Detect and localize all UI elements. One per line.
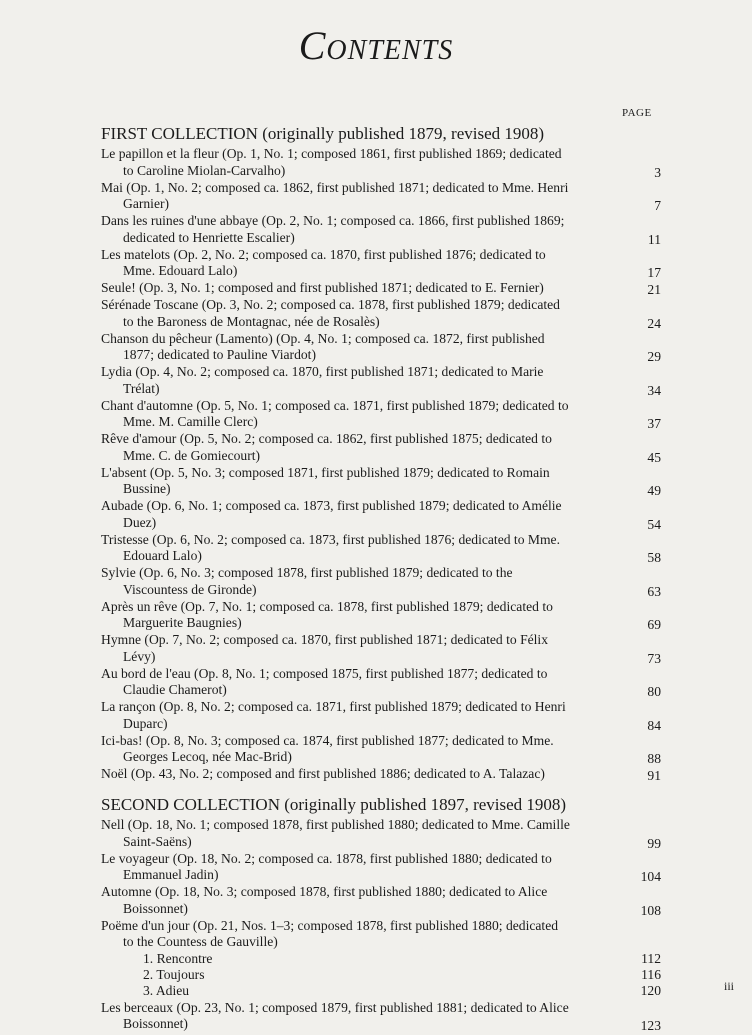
section-spacer	[101, 783, 661, 795]
toc-entry	[101, 599, 661, 632]
toc-entry-page-number: 34	[647, 382, 661, 398]
toc-entry-text	[101, 884, 594, 917]
toc-entry	[101, 247, 661, 280]
toc-entry-text	[101, 918, 594, 951]
toc-entry-page-number: 21	[647, 282, 661, 297]
toc-entry	[101, 431, 661, 464]
toc-entry	[101, 666, 661, 699]
toc-entry	[101, 884, 661, 917]
toc-entry-title: Rêve d'amour (Op. 5, No. 2; composed ca. 1862, first published 1875; dedicated to	[101, 431, 552, 446]
toc-entry-text	[101, 565, 594, 598]
toc-entry	[101, 364, 661, 397]
toc-entry-continuation: dedicated to Henriette Escalier)	[123, 229, 295, 245]
toc-entry	[101, 180, 661, 213]
toc-entry-page-number: 84	[647, 717, 661, 733]
toc-entry-text	[101, 180, 594, 213]
toc-entry	[101, 733, 661, 766]
toc-entry-continuation: Georges Lecoq, née Mac-Brid)	[123, 749, 292, 764]
toc-entry-page-number: 11	[647, 231, 661, 247]
toc-entry-text	[101, 817, 594, 850]
toc-entry-continuation: Lévy)	[123, 648, 156, 664]
toc-entry-title: Poëme d'un jour (Op. 21, Nos. 1–3; composed 1878, first published 1880; dedicated	[101, 917, 559, 933]
toc-entry-title: Les matelots (Op. 2, No. 2; composed ca. 1870, first published 1876; dedicated to	[101, 246, 546, 262]
toc-entry	[101, 331, 661, 364]
toc-entry-page-number: 104	[640, 869, 661, 884]
section-heading: SECOND COLLECTION (originally published 1897, revised 1908)	[101, 795, 567, 814]
toc-entry-title: Aubade (Op. 6, No. 1; composed ca. 1873, first published 1879; dedicated to Amélie	[101, 498, 562, 513]
toc-entry-title: Automne (Op. 18, No. 3; composed 1878, first published 1880; dedicated to Alice	[101, 884, 548, 899]
toc-subitem	[101, 983, 661, 999]
toc-entry-continuation: Boissonnet)	[123, 1016, 188, 1032]
page-column-label: PAGE	[622, 107, 652, 119]
toc-entry-text	[101, 331, 594, 364]
toc-entry-text	[101, 297, 594, 330]
toc-entry-page-number: 99	[647, 835, 661, 851]
toc-entry	[101, 918, 661, 951]
toc-entry-text	[101, 699, 594, 732]
toc-entry-text	[101, 247, 594, 280]
toc-entry-title: Mai (Op. 1, No. 2; composed ca. 1862, first published 1871; dedicated to Mme. Henri	[101, 179, 569, 195]
toc-entry-title: Au bord de l'eau (Op. 8, No. 1; composed 1875, first published 1877; dedicated to	[101, 665, 548, 681]
toc-entry-continuation: Edouard Lalo)	[123, 548, 202, 563]
toc-entry-continuation: Trélat)	[123, 380, 160, 396]
toc-entry-title: Après un rêve (Op. 7, No. 1; composed ca. 1878, first published 1879; dedicated to	[101, 598, 553, 614]
toc-entry-text	[101, 632, 594, 665]
toc-entry-title: Tristesse (Op. 6, No. 2; composed ca. 1873, first published 1876; dedicated to Mme.	[101, 531, 560, 547]
toc-entry-page-number: 7	[654, 198, 661, 213]
toc-subitem	[101, 967, 661, 983]
toc-entry-continuation: Saint-Saëns)	[123, 833, 192, 849]
toc-entry-page-number: 108	[640, 902, 661, 918]
toc-entry-page-number: 123	[640, 1018, 661, 1034]
toc-entry-page-number: 3	[654, 164, 661, 180]
toc-entry-title: Noël (Op. 43, No. 2; composed and first published 1886; dedicated to A. Talazac)	[101, 766, 545, 781]
toc-entry-page-number: 54	[647, 516, 661, 532]
toc-entry	[101, 565, 661, 598]
toc-subitem	[101, 951, 661, 967]
toc-entry	[101, 297, 661, 330]
toc-entry-page-number: 17	[647, 265, 661, 280]
toc-entry-title: Lydia (Op. 4, No. 2; composed ca. 1870, first published 1871; dedicated to Marie	[101, 364, 544, 379]
toc-entry-continuation: Duparc)	[123, 715, 168, 731]
toc-entry-text	[101, 398, 594, 431]
toc-entry	[101, 213, 661, 246]
toc-entry-text	[101, 364, 594, 397]
toc-entry	[101, 498, 661, 531]
toc-entry-title: Dans les ruines d'une abbaye (Op. 2, No. 1; composed ca. 1866, first published 1869;	[101, 213, 565, 228]
toc-entry-text	[101, 146, 594, 179]
toc-entry-title: Nell (Op. 18, No. 1; composed 1878, first published 1880; dedicated to Mme. Camille	[101, 817, 570, 832]
toc-entry-page-number: 49	[647, 483, 661, 498]
toc-entry	[101, 851, 661, 884]
toc-entry-page-number: 45	[647, 449, 661, 465]
toc-subitem-page-number: 116	[641, 967, 661, 983]
toc-entry	[101, 1000, 661, 1033]
toc-entry	[101, 699, 661, 732]
table-of-contents	[101, 124, 661, 1033]
toc-entry-continuation: to Caroline Miolan-Carvalho)	[123, 162, 286, 178]
toc-entry-title: Chanson du pêcheur (Lamento) (Op. 4, No. 1; composed ca. 1872, first published	[101, 330, 545, 346]
toc-entry-continuation: Mme. Edouard Lalo)	[123, 263, 238, 278]
toc-subitem-title: 2. Toujours	[143, 967, 205, 983]
toc-entry-page-number: 58	[647, 550, 661, 565]
toc-entry-continuation: Mme. M. Camille Clerc)	[123, 414, 258, 429]
toc-entry	[101, 398, 661, 431]
toc-entry-page-number: 37	[647, 416, 661, 431]
toc-entry-continuation: Marguerite Baugnies)	[123, 615, 242, 630]
toc-entry-page-number: 73	[647, 650, 661, 666]
toc-subitem-page-number: 112	[641, 951, 661, 966]
toc-entry	[101, 465, 661, 498]
toc-entry-text	[101, 599, 594, 632]
folio-number: iii	[723, 979, 734, 993]
toc-entry-title: Sérénade Toscane (Op. 3, No. 2; composed ca. 1878, first published 1879; dedicated	[101, 297, 560, 312]
toc-entry-title: Seule! (Op. 3, No. 1; composed and first published 1871; dedicated to E. Fernier)	[101, 280, 544, 295]
toc-entry-text	[101, 1000, 594, 1033]
toc-entry-page-number: 63	[647, 583, 661, 599]
toc-entry-text	[101, 851, 594, 884]
section-heading: FIRST COLLECTION (originally published 1879, revised 1908)	[101, 124, 545, 143]
toc-entry-continuation: Mme. C. de Gomiecourt)	[123, 447, 261, 463]
toc-entry-text	[101, 465, 594, 498]
toc-entry-continuation: to the Baroness de Montagnac, née de Rosalès)	[123, 313, 380, 329]
toc-entry-text	[101, 532, 594, 565]
toc-entry-continuation: 1877; dedicated to Pauline Viardot)	[123, 347, 316, 362]
toc-entry-page-number: 29	[647, 349, 661, 364]
toc-entry	[101, 632, 661, 665]
toc-entry-title: La rançon (Op. 8, No. 2; composed ca. 1871, first published 1879; dedicated to Henri	[101, 699, 566, 714]
toc-entry-continuation: Emmanuel Jadin)	[123, 867, 219, 882]
toc-subitem-title: 3. Adieu	[143, 983, 190, 999]
toc-entry-title: Les berceaux (Op. 23, No. 1; composed 1879, first published 1881; dedicated to Alice	[101, 999, 569, 1015]
toc-entry	[101, 280, 661, 297]
toc-entry-continuation: Viscountess de Gironde)	[123, 581, 257, 597]
toc-entry-page-number: 69	[647, 617, 661, 632]
toc-entry-text	[101, 733, 594, 766]
toc-entry-continuation: to the Countess de Gauville)	[123, 934, 278, 949]
toc-entry-title: Le voyageur (Op. 18, No. 2; composed ca. 1878, first published 1880; dedicated to	[101, 850, 552, 866]
toc-entry	[101, 146, 661, 179]
toc-entry-text	[101, 766, 594, 783]
toc-entry-continuation: Boissonnet)	[123, 900, 188, 916]
toc-entry-page-number: 80	[647, 684, 661, 699]
toc-entry	[101, 766, 661, 783]
toc-subitem-title: 1. Rencontre	[143, 951, 213, 966]
toc-entry-continuation: Bussine)	[123, 481, 171, 496]
toc-entry-text	[101, 213, 594, 246]
toc-entry-text	[101, 498, 594, 531]
toc-entry-text	[101, 666, 594, 699]
toc-entry-page-number: 24	[647, 315, 661, 331]
toc-entry-title: Ici-bas! (Op. 8, No. 3; composed ca. 1874, first published 1877; dedicated to Mme.	[101, 732, 554, 748]
toc-entry	[101, 817, 661, 850]
toc-entry-title: Le papillon et la fleur (Op. 1, No. 1; composed 1861, first published 1869; dedicated	[101, 146, 562, 161]
toc-entry-continuation: Duez)	[123, 514, 157, 530]
toc-entry	[101, 532, 661, 565]
toc-subitem-page-number: 120	[640, 983, 661, 999]
toc-entry-continuation: Garnier)	[123, 196, 170, 211]
page-title: Contents	[298, 23, 454, 68]
toc-entry-text	[101, 431, 594, 464]
toc-entry-title: L'absent (Op. 5, No. 3; composed 1871, first published 1879; dedicated to Romain	[101, 464, 550, 480]
toc-entry-text	[101, 280, 594, 297]
toc-entry-page-number: 91	[647, 768, 661, 783]
toc-entry-continuation: Claudie Chamerot)	[123, 682, 227, 697]
toc-entry-title: Hymne (Op. 7, No. 2; composed ca. 1870, first published 1871; dedicated to Félix	[101, 632, 549, 647]
toc-entry-title: Sylvie (Op. 6, No. 3; composed 1878, first published 1879; dedicated to the	[101, 565, 513, 580]
toc-entry-page-number: 88	[647, 751, 661, 766]
toc-entry-title: Chant d'automne (Op. 5, No. 1; composed ca. 1871, first published 1879; dedicated to	[101, 397, 569, 413]
